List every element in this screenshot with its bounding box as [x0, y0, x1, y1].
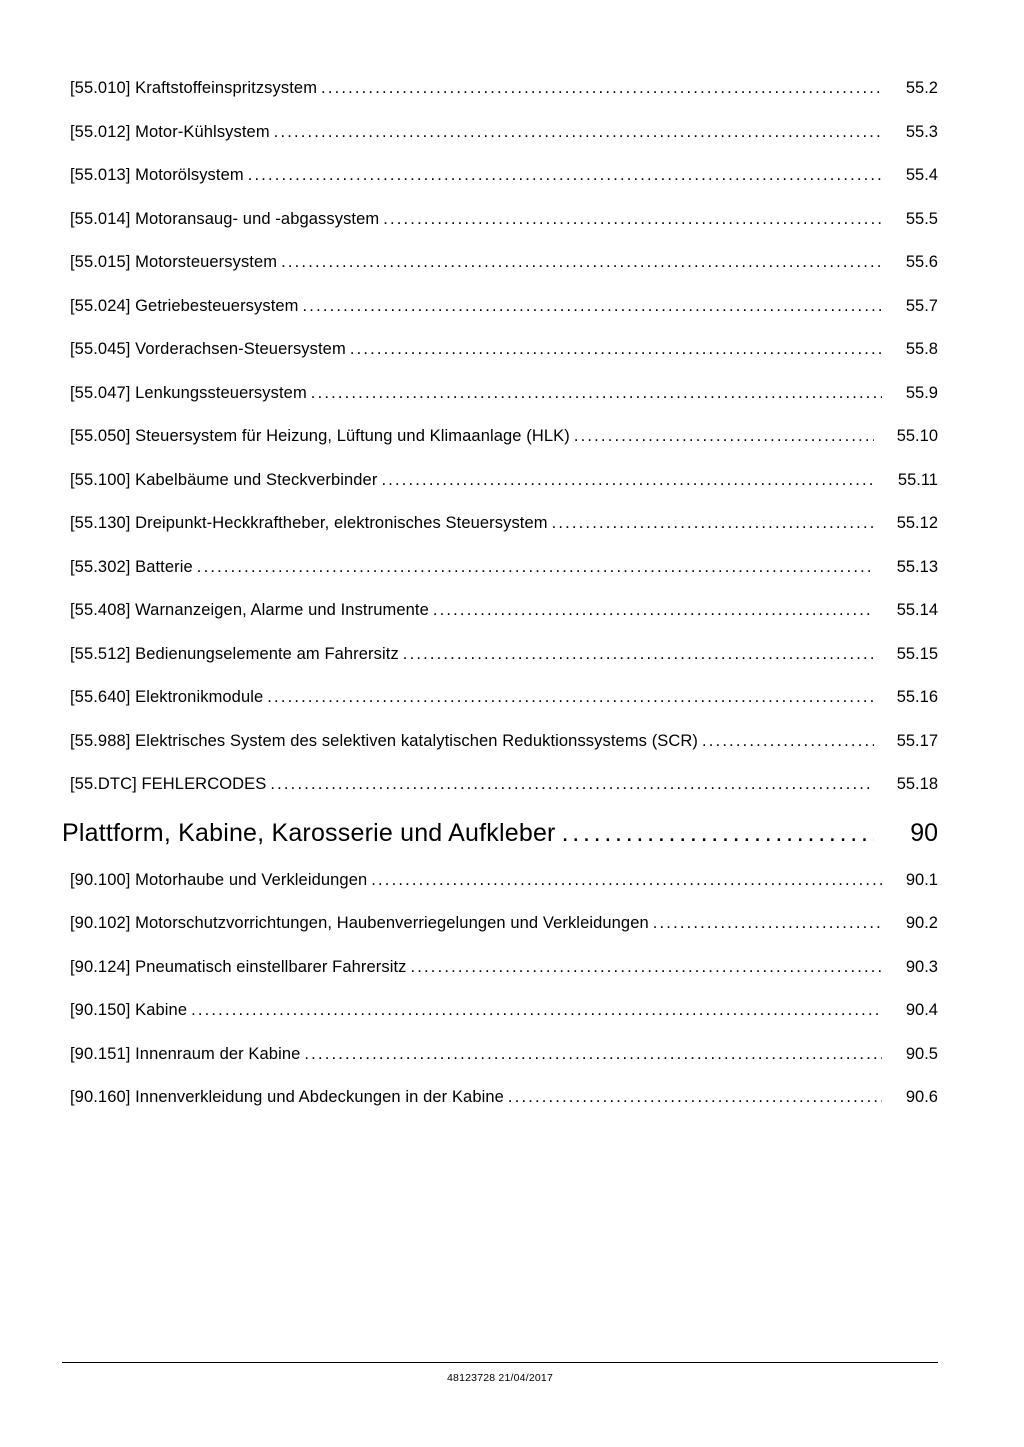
toc-entry-page: 55.6 — [905, 253, 938, 271]
toc-entry[interactable] — [62, 1000, 938, 1020]
toc-entry-page: 55.14 — [896, 601, 938, 619]
toc-entry[interactable] — [62, 957, 938, 977]
toc-entry[interactable] — [62, 687, 938, 707]
toc-entry-label: [55.047] Lenkungssteuersystem — [70, 383, 307, 402]
toc-entry-page: 55.4 — [905, 166, 938, 184]
toc-leader — [403, 644, 874, 664]
toc-section-heading[interactable] — [62, 818, 938, 848]
toc-entry-page: 90.6 — [905, 1088, 938, 1106]
toc-entry-page: 55.7 — [905, 296, 938, 315]
toc-entry[interactable] — [62, 557, 938, 577]
toc-entry-page: 55.12 — [896, 514, 938, 532]
toc-entry-label: [90.151] Innenraum der Kabine — [70, 1044, 301, 1063]
toc-entry-label: [90.150] Kabine — [70, 1001, 188, 1019]
toc-entry[interactable] — [62, 513, 938, 533]
toc-leader — [281, 252, 882, 272]
toc-entry-page: 90.1 — [905, 870, 938, 889]
page-footer — [62, 1362, 938, 1385]
toc-leader — [321, 78, 882, 98]
toc-entry-page: 55.3 — [905, 122, 938, 141]
toc-entry-page: 55.16 — [896, 688, 938, 706]
toc-entry-page: 90.5 — [905, 1044, 938, 1063]
toc-entry[interactable] — [62, 731, 938, 751]
toc-entry[interactable] — [62, 209, 938, 229]
toc-entry-page: 90.2 — [905, 914, 938, 932]
toc-entry[interactable] — [62, 122, 938, 142]
toc-entry[interactable] — [62, 913, 938, 933]
toc-section-page: 90 — [910, 818, 938, 847]
toc-entry[interactable] — [62, 339, 938, 359]
toc-leader — [304, 1044, 882, 1064]
toc-entry[interactable] — [62, 78, 938, 98]
toc-leader — [552, 513, 874, 533]
footer-text: 48123728 21/04/2017 — [447, 1372, 553, 1384]
toc-entry-page: 55.10 — [896, 427, 938, 445]
toc-entry-label: [90.160] Innenverkleidung und Abdeckungen in der Kabine — [70, 1088, 504, 1106]
toc-entry-label: [55.988] Elektrisches System des selektiven katalytischen Reduktionssystems (SCR) — [70, 731, 699, 750]
toc-entry-label: [55.014] Motoransaug- und -abgassystem — [70, 209, 380, 228]
table-of-contents — [62, 78, 938, 1131]
toc-leader — [191, 1000, 882, 1020]
toc-leader — [411, 957, 883, 977]
toc-leader — [508, 1087, 882, 1107]
toc-entry-label: [55.100] Kabelbäume und Steckverbinder — [70, 470, 378, 489]
toc-leader — [248, 165, 882, 185]
toc-entry[interactable] — [62, 1087, 938, 1107]
toc-entry-label: [90.124] Pneumatisch einstellbarer Fahrersitz — [70, 957, 407, 976]
toc-leader — [574, 426, 874, 446]
toc-entry[interactable] — [62, 426, 938, 446]
toc-leader — [311, 383, 882, 403]
toc-entry[interactable] — [62, 165, 938, 185]
toc-entry-page: 55.17 — [896, 731, 938, 750]
toc-entry-page: 55.15 — [896, 644, 938, 663]
toc-leader — [303, 296, 882, 316]
toc-entry-label: [55.024] Getriebesteuersystem — [70, 296, 299, 315]
toc-entry-page: 55.2 — [905, 79, 938, 97]
toc-entry-label: [90.100] Motorhaube und Verkleidungen — [70, 870, 368, 889]
toc-entry-label: [90.102] Motorschutzvorrichtungen, Haubenverriegelungen und Verkleidungen — [70, 914, 649, 932]
toc-entry[interactable] — [62, 383, 938, 403]
toc-leader — [562, 818, 874, 848]
toc-leader — [274, 122, 882, 142]
toc-entry-label: [55.012] Motor-Kühlsystem — [70, 122, 270, 141]
toc-entry-page: 90.4 — [905, 1001, 938, 1019]
toc-leader — [653, 913, 882, 933]
toc-entry-page: 55.18 — [896, 775, 938, 793]
footer-divider — [62, 1362, 938, 1363]
toc-entry-label: [55.010] Kraftstoffeinspritzsystem — [70, 79, 318, 97]
toc-leader — [383, 209, 882, 229]
toc-entry[interactable] — [62, 1044, 938, 1064]
toc-entry-label: [55.302] Batterie — [70, 557, 193, 576]
toc-leader — [267, 687, 874, 707]
toc-leader — [702, 731, 874, 751]
toc-leader — [433, 600, 874, 620]
toc-entry-page: 55.5 — [905, 209, 938, 228]
toc-entry-page: 90.3 — [905, 957, 938, 976]
toc-entry[interactable] — [62, 470, 938, 490]
toc-leader — [197, 557, 874, 577]
toc-entry[interactable] — [62, 644, 938, 664]
toc-section-label: Plattform, Kabine, Karosserie und Aufkleber — [62, 818, 556, 847]
toc-entry[interactable] — [62, 252, 938, 272]
toc-entry-label: [55.408] Warnanzeigen, Alarme und Instrumente — [70, 601, 429, 619]
toc-entry[interactable] — [62, 600, 938, 620]
toc-entry-page: 55.9 — [905, 383, 938, 402]
toc-entry[interactable] — [62, 870, 938, 890]
toc-entry-page: 55.13 — [896, 557, 938, 576]
toc-entry-label: [55.015] Motorsteuersystem — [70, 253, 278, 271]
toc-leader — [381, 470, 874, 490]
toc-entry-page: 55.8 — [905, 340, 938, 358]
toc-entry-label: [55.045] Vorderachsen-Steuersystem — [70, 340, 346, 358]
toc-entry[interactable] — [62, 296, 938, 316]
toc-entry-label: [55.050] Steuersystem für Heizung, Lüftung und Klimaanlage (HLK) — [70, 427, 570, 445]
toc-entry-label: [55.130] Dreipunkt-Heckkraftheber, elektronisches Steuersystem — [70, 514, 548, 532]
toc-leader — [270, 774, 874, 794]
toc-leader — [350, 339, 882, 359]
toc-entry-label: [55.512] Bedienungselemente am Fahrersitz — [70, 644, 399, 663]
toc-entry-label: [55.013] Motorölsystem — [70, 166, 244, 184]
toc-entry-label: [55.640] Elektronikmodule — [70, 688, 264, 706]
toc-leader — [371, 870, 882, 890]
toc-entry-page: 55.11 — [897, 470, 938, 489]
toc-entry[interactable] — [62, 774, 938, 794]
toc-entry-label: [55.DTC] FEHLERCODES — [70, 775, 267, 793]
